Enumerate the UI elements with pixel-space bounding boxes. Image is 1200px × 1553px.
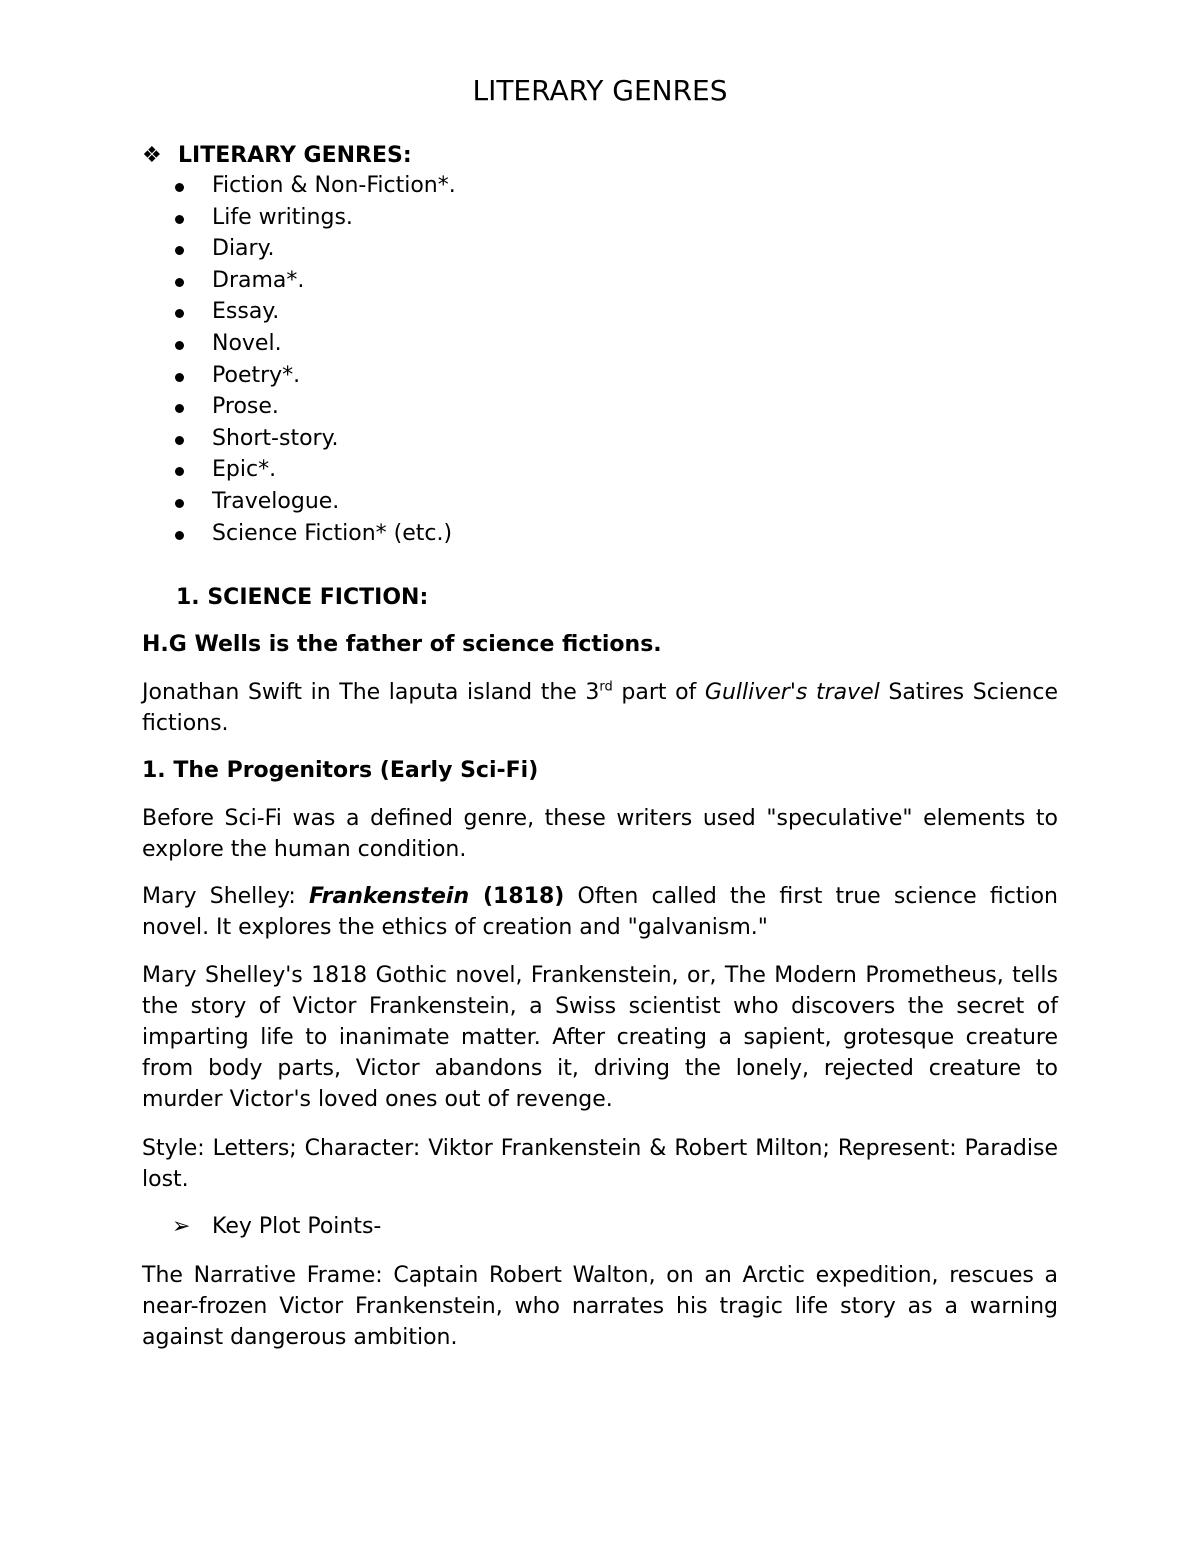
diamond-bullet-icon: ❖: [142, 143, 162, 168]
bullet-icon: [175, 246, 184, 255]
section-heading-science-fiction: 1. SCIENCE FICTION:: [176, 585, 429, 610]
bullet-icon: [175, 373, 184, 382]
bullet-icon: [175, 278, 184, 287]
bullet-icon: [175, 183, 184, 192]
key-plot-points: [172, 1212, 381, 1242]
bullet-icon: [175, 309, 184, 318]
document-page: LITERARY GENRES ❖ LITERARY GENRES: Fiction & Non-Fiction*. Life writings. Diary. Drama*. Essay. Novel. Poetry*. Prose. Short-story. Epic*. Travelogue. Science Fiction* (etc.) 1. SCIENCE FICTION: H.G Wells is the father of science fictions. Jonathan Swift in The laputa island the 3rd part of Gulliver's travel Satires Science fictions. 1. The Progenitors (Early Sci-Fi) Before Sci-Fi was a defined genre, these writers used "speculative" elements to explore the human condition. Mary Shelley: Frankenstein (1818) Often called the first true science fiction novel. It explores the ethics of creation and "galvanism." Mary Shelley's 1818 Gothic novel, Frankenstein, or, The Modern Prometheus, tells the story of Victor Frankenstein, a Swiss scientist who discovers the secret of imparting life to inanimate matter. After creating a sapient, grotesque creature from body parts, Victor abandons it, driving the lonely, rejected creature to murder Victor's loved ones out of revenge. Style: Letters; Character: Viktor Frankenstein & Robert Milton; Represent: Paradise lost. ➢ Key Plot Points- The Narrative Frame: Captain Robert Walton, on an Arctic expedition, rescues a near-frozen Victor Frankenstein, who narrates his tragic life story as a warning against dangerous ambition.: [0, 0, 1200, 1553]
bullet-icon: [175, 404, 184, 413]
genres-heading-text: LITERARY GENRES:: [178, 143, 412, 168]
key-plot-points-label: Key Plot Points-: [212, 1214, 382, 1239]
style-line: Style: Letters; Character: Viktor Frankenstein & Robert Milton; Represent: Paradise lost.: [142, 1136, 1058, 1192]
bullet-icon: [175, 215, 184, 224]
swift-paragraph: Jonathan Swift in The laputa island the 3rd part of Gulliver's travel Satires Science fictions.: [142, 679, 1059, 736]
shelley-paragraph: Mary Shelley: Frankenstein (1818) Often called the first true science fiction novel. It explores the ethics of creation and "galvanism.": [142, 884, 1058, 940]
document-title: LITERARY GENRES: [472, 74, 728, 107]
father-line: H.G Wells is the father of science fictions.: [142, 632, 662, 657]
genres-heading: [142, 141, 412, 171]
bullet-icon: [175, 467, 184, 476]
frankenstein-summary: Mary Shelley's 1818 Gothic novel, Frankenstein, or, The Modern Prometheus, tells the story of Victor Frankenstein, a Swiss scientist who discovers the secret of imparting life to inanimate matter. After creating a sapient, grotesque creature from body parts, Victor abandons it, driving the lonely, rejected creature to murder Victor's loved ones out of revenge.: [142, 963, 1058, 1112]
narrative-frame: The Narrative Frame: Captain Robert Walton, on an Arctic expedition, rescues a near-frozen Victor Frankenstein, who narrates his tragic life story as a warning against dangerous ambition.: [142, 1263, 1058, 1350]
bullet-icon: [175, 341, 184, 350]
progenitors-heading: 1. The Progenitors (Early Sci-Fi): [142, 758, 539, 783]
bullet-icon: [175, 531, 184, 540]
bullet-icon: [175, 436, 184, 445]
arrow-bullet-icon: ➢: [172, 1214, 191, 1239]
progenitors-intro: Before Sci-Fi was a defined genre, these writers used "speculative" elements to explore the human condition.: [142, 806, 1058, 862]
bullet-icon: [175, 499, 184, 508]
